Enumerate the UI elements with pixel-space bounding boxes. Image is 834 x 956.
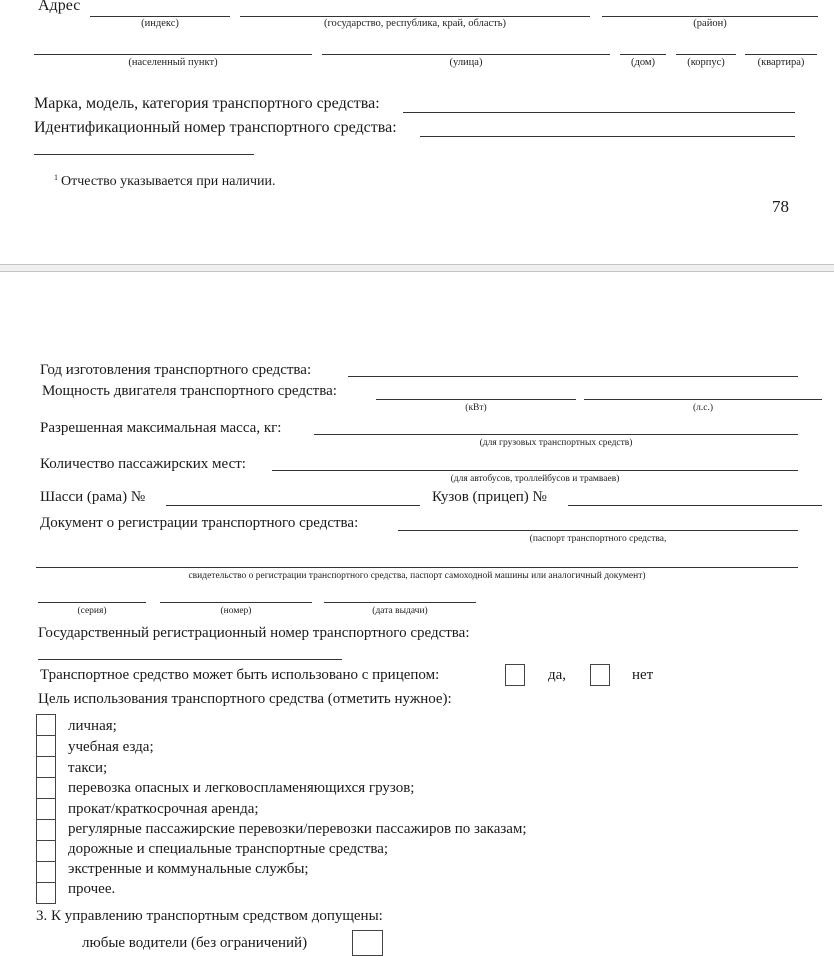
purpose-checkbox-rental[interactable] xyxy=(36,798,56,819)
caption-apartment: (квартира) xyxy=(757,57,805,68)
seats-label: Количество пассажирских мест: xyxy=(40,456,246,472)
caption-reg-document-2: свидетельство о регистрации транспортного средства, паспорт самоходной машины или аналогичный документ) xyxy=(188,571,646,581)
trailer-no-checkbox[interactable] xyxy=(590,664,610,686)
trailer-yes-label: да, xyxy=(548,667,567,683)
caption-house: (дом) xyxy=(630,57,656,68)
purpose-option: прокат/краткосрочная аренда; xyxy=(68,801,259,817)
power-label: Мощность двигателя транспортного средства: xyxy=(42,383,337,399)
purpose-option: экстренные и коммунальные службы; xyxy=(68,861,309,877)
page-number: 78 xyxy=(772,197,789,216)
footnote-separator xyxy=(34,154,254,155)
vehicle-make-field[interactable] xyxy=(403,112,795,113)
vin-label: Идентификационный номер транспортного средства: xyxy=(34,119,397,136)
purpose-checkbox-taxi[interactable] xyxy=(36,756,56,777)
purpose-checkbox-column xyxy=(36,714,56,904)
purpose-checkbox-dangerous-goods[interactable] xyxy=(36,777,56,798)
year-field[interactable] xyxy=(348,376,798,377)
caption-seats: (для автобусов, троллейбусов и трамваев) xyxy=(450,474,620,484)
reg-document-field[interactable] xyxy=(398,530,798,531)
caption-building: (корпус) xyxy=(687,57,725,68)
purpose-option: такси; xyxy=(68,760,108,776)
drivers-heading: 3. К управлению транспортным средством допущены: xyxy=(36,908,383,924)
address-label: Адрес xyxy=(38,0,81,14)
chassis-field[interactable] xyxy=(166,505,420,506)
purpose-option: перевозка опасных и легковоспламеняющихся грузов; xyxy=(68,780,415,796)
purpose-checkbox-other[interactable] xyxy=(36,882,56,904)
any-drivers-checkbox[interactable] xyxy=(352,930,383,956)
purpose-label: Цель использования транспортного средства (отметить нужное): xyxy=(38,691,452,707)
caption-index: (индекс) xyxy=(141,18,179,29)
address-index-field[interactable] xyxy=(90,16,230,17)
address-apartment-field[interactable] xyxy=(745,54,817,55)
purpose-option: дорожные и специальные транспортные средства; xyxy=(68,841,389,857)
reg-series-field[interactable] xyxy=(38,602,146,603)
purpose-option: прочее. xyxy=(68,881,116,897)
footnote-marker: 1 xyxy=(54,173,58,182)
any-drivers-label: любые водители (без ограничений) xyxy=(82,935,308,951)
body-field[interactable] xyxy=(568,505,822,506)
footnote xyxy=(54,169,276,190)
vehicle-make-label: Марка, модель, категория транспортного средства: xyxy=(34,95,380,112)
reg-date-field[interactable] xyxy=(324,602,476,603)
purpose-checkbox-passenger-transport[interactable] xyxy=(36,819,56,840)
purpose-option: регулярные пассажирские перевозки/перевозки пассажиров по заказам; xyxy=(68,821,527,837)
address-building-field[interactable] xyxy=(676,54,736,55)
purpose-option: личная; xyxy=(68,718,117,734)
caption-series: (серия) xyxy=(77,606,107,616)
plate-field[interactable] xyxy=(38,659,342,660)
caption-state: (государство, республика, край, область) xyxy=(323,18,507,29)
reg-document-label: Документ о регистрации транспортного средства: xyxy=(40,515,359,531)
caption-reg-document-1: (паспорт транспортного средства, xyxy=(529,534,667,544)
caption-hp: (л.с.) xyxy=(692,403,714,413)
footnote-text: Отчество указывается при наличии. xyxy=(61,174,276,189)
caption-district: (район) xyxy=(693,18,727,29)
page-separator xyxy=(0,264,834,272)
address-district-field[interactable] xyxy=(602,16,818,17)
seats-field[interactable] xyxy=(272,470,798,471)
chassis-label: Шасси (рама) № xyxy=(40,489,146,505)
plate-label: Государственный регистрационный номер транспортного средства: xyxy=(38,625,470,641)
trailer-label: Транспортное средство может быть использовано с прицепом: xyxy=(40,667,440,683)
purpose-checkbox-training[interactable] xyxy=(36,735,56,756)
body-label: Кузов (прицеп) № xyxy=(432,489,547,505)
caption-max-mass: (для грузовых транспортных средств) xyxy=(479,438,633,448)
trailer-no-label: нет xyxy=(632,667,654,683)
caption-number: (номер) xyxy=(220,606,252,616)
caption-date: (дата выдачи) xyxy=(372,606,428,616)
power-kw-field[interactable] xyxy=(376,399,576,400)
purpose-option: учебная езда; xyxy=(68,739,154,755)
address-state-field[interactable] xyxy=(240,16,590,17)
caption-kw: (кВт) xyxy=(465,403,487,413)
caption-street: (улица) xyxy=(449,57,483,68)
max-mass-label: Разрешенная максимальная масса, кг: xyxy=(40,420,282,436)
vin-field[interactable] xyxy=(420,136,795,137)
caption-settlement: (населенный пункт) xyxy=(128,57,218,68)
reg-number-field[interactable] xyxy=(160,602,312,603)
power-hp-field[interactable] xyxy=(584,399,822,400)
purpose-checkbox-personal[interactable] xyxy=(36,714,56,735)
address-house-field[interactable] xyxy=(620,54,666,55)
trailer-yes-checkbox[interactable] xyxy=(505,664,525,686)
address-street-field[interactable] xyxy=(322,54,610,55)
purpose-checkbox-emergency[interactable] xyxy=(36,861,56,882)
reg-document-field-2[interactable] xyxy=(36,567,798,568)
max-mass-field[interactable] xyxy=(314,434,798,435)
address-settlement-field[interactable] xyxy=(34,54,312,55)
year-label: Год изготовления транспортного средства: xyxy=(40,362,312,378)
purpose-checkbox-road-special[interactable] xyxy=(36,840,56,861)
